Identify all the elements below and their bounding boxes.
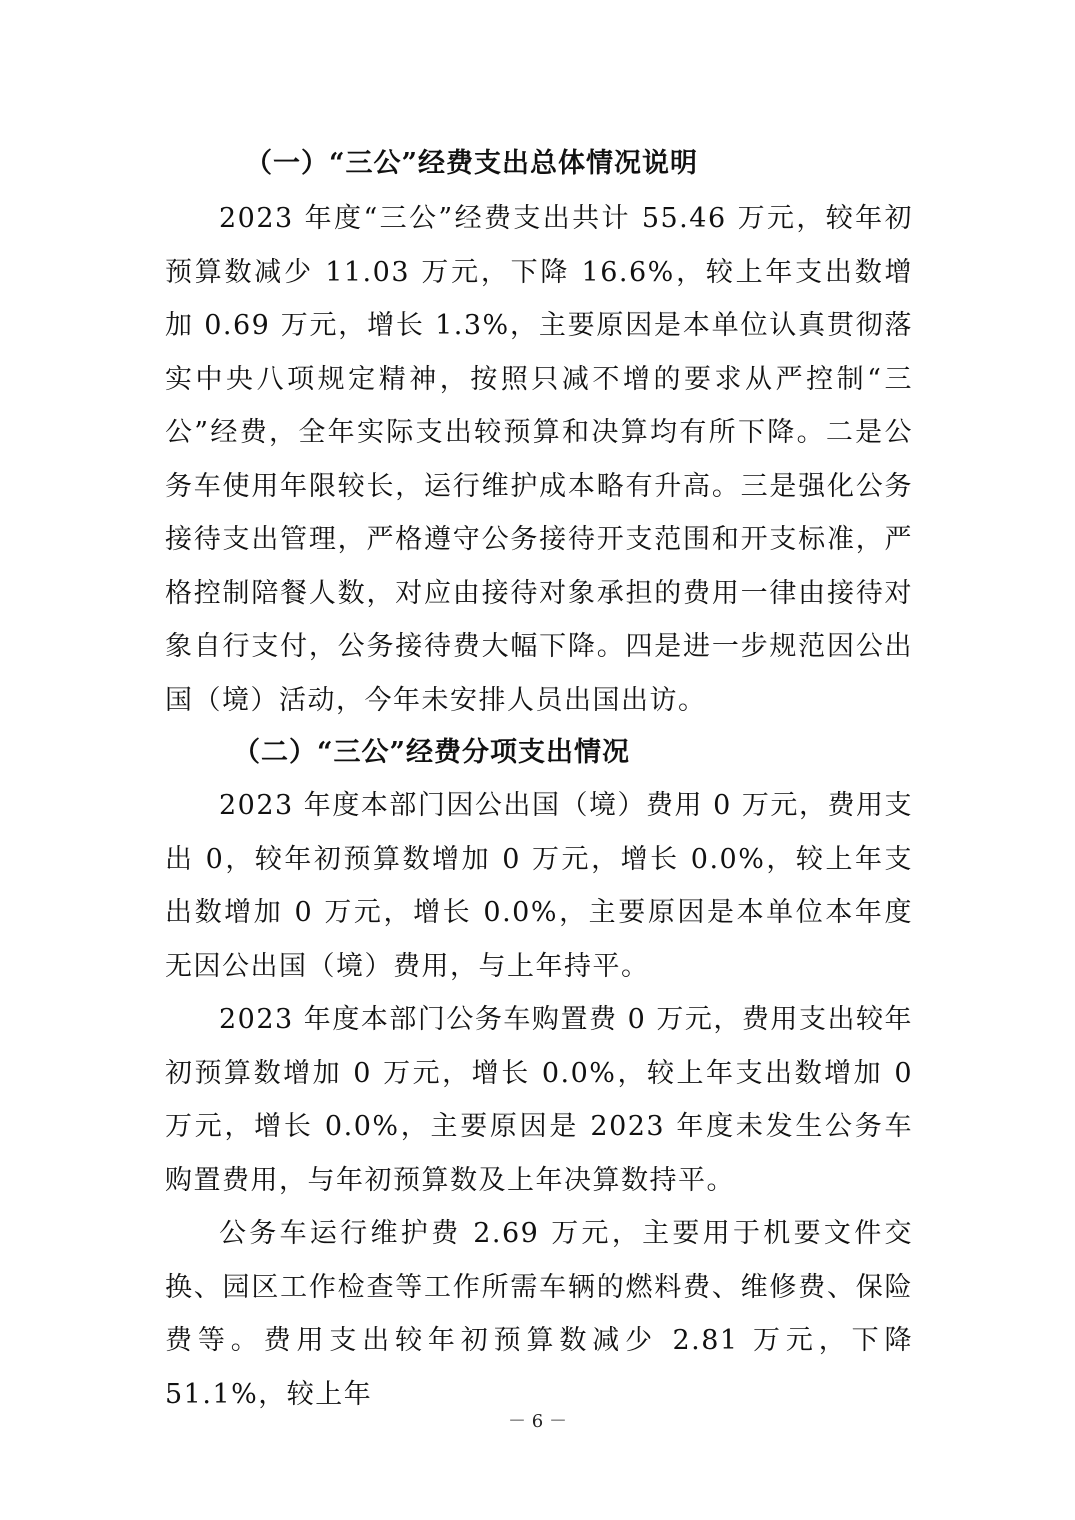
section-heading-itemized: （二）“三公”经费分项支出情况	[233, 737, 631, 768]
paragraph-vehicle-maintenance: 公务车运行维护费 2.69 万元，主要用于机要文件交换、园区工作检查等工作所需车辆的燃料费、维修费、保险费等。费用支出较年初预算数减少 2.81 万元，下降 51.1%，较上年	[165, 1218, 913, 1410]
paragraph-vehicle-purchase: 2023 年度本部门公务车购置费 0 万元，费用支出较年初预算数增加 0 万元，增长 0.0%，较上年支出数增加 0 万元，增长 0.0%，主要原因是 2023 年度未发生公务车购置费用，与年初预算数及上年决算数持平。	[165, 1004, 913, 1196]
section-heading-overall: （一）“三公”经费支出总体情况说明	[245, 148, 699, 179]
paragraph-overseas-travel: 2023 年度本部门因公出国（境）费用 0 万元，费用支出 0，较年初预算数增加 0 万元，增长 0.0%，较上年支出数增加 0 万元，增长 0.0%，主要原因是本单位本年度无因公出国（境）费用，与上年持平。	[165, 790, 913, 982]
page-number: － 6 －	[508, 1411, 567, 1432]
document-body	[165, 138, 913, 1421]
paragraph-overall-summary: 2023 年度“三公”经费支出共计 55.46 万元，较年初预算数减少 11.03 万元，下降 16.6%，较上年支出数增加 0.69 万元，增长 1.3%，主要原因是本单位认真贯彻落实中央八项规定精神，按照只减不增的要求从严控制“三公”经费，全年实际支出较预算和决算均有所下降。二是公务车使用年限较长，运行维护成本略有升高。三是强化公务接待支出管理，严格遵守公务接待开支范围和开支标准，严格控制陪餐人数，对应由接待对象承担的费用一律由接待对象自行支付，公务接待费大幅下降。四是进一步规范因公出国（境）活动，今年未安排人员出国出访。	[165, 203, 913, 716]
